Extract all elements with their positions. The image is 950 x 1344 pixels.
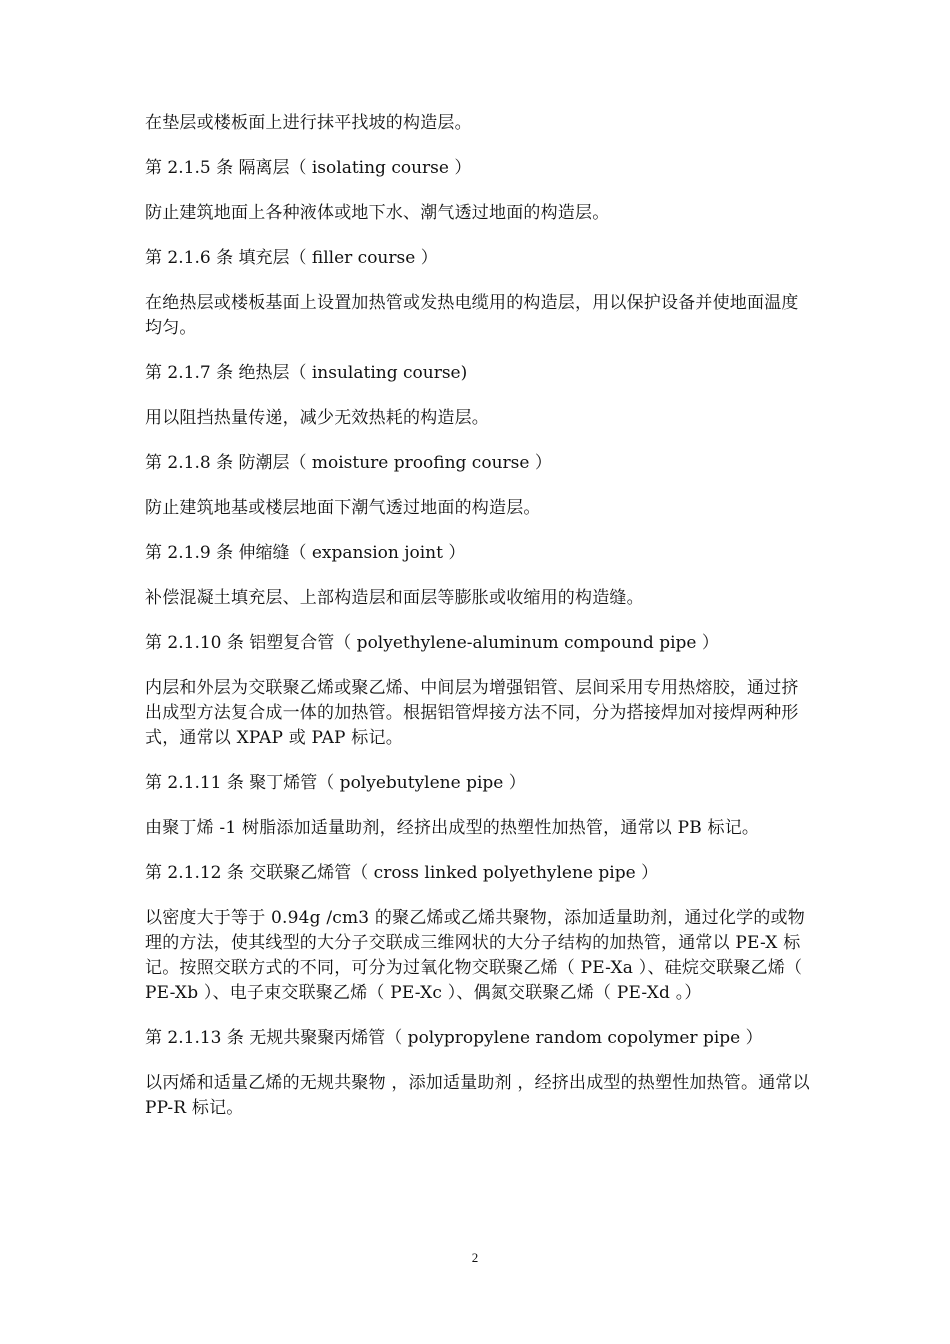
document-body: [145, 111, 810, 1141]
paragraph-pp-r-desc: 以丙烯和适量乙烯的无规共聚物 ，添加适量助剂 ，经挤出成型的热塑性加热管。通常以 PP-R 标记。: [145, 1073, 810, 1118]
clause-heading-2-1-11: 第 2.1.11 条 聚丁烯管（ polyebutylene pipe ）: [145, 773, 526, 793]
paragraph-expansion-joint-desc: 补偿混凝土填充层、上部构造层和面层等膨胀或收缩用的构造缝。: [145, 588, 644, 608]
paragraph-isolating-course-desc: 防止建筑地面上各种液体或地下水、潮气透过地面的构造层。: [145, 203, 610, 223]
clause-heading-2-1-13: 第 2.1.13 条 无规共聚聚丙烯管（ polypropylene random copolymer pipe ）: [145, 1028, 763, 1048]
clause-heading-2-1-6: 第 2.1.6 条 填充层（ filler course ）: [145, 248, 438, 268]
page-number: 2: [471, 1250, 479, 1265]
paragraph-moisture-proofing-desc: 防止建筑地基或楼层地面下潮气透过地面的构造层。: [145, 498, 541, 518]
clause-heading-2-1-8: 第 2.1.8 条 防潮层（ moisture proofing course ）: [145, 453, 552, 473]
paragraph-leveling-layer-desc: 在垫层或楼板面上进行抹平找坡的构造层。: [145, 113, 472, 133]
clause-heading-2-1-7: 第 2.1.7 条 绝热层（ insulating course): [145, 363, 468, 383]
clause-heading-2-1-10: 第 2.1.10 条 铝塑复合管（ polyethylene-aluminum compound pipe ）: [145, 633, 719, 653]
clause-heading-2-1-5: 第 2.1.5 条 隔离层（ isolating course ）: [145, 158, 472, 178]
paragraph-pe-x-desc: 以密度大于等于 0.94g /cm3 的聚乙烯或乙烯共聚物，添加适量助剂，通过化学的或物理的方法，使其线型的大分子交联成三维网状的大分子结构的加热管，通常以 PE-X 标记。按照交联方式的不同，可分为过氧化物交联聚乙烯（ PE-Xa ）、硅烷交联聚乙烯（ PE-Xb ）、电子束交联聚乙烯（ PE-Xc ）、偶氮交联聚乙烯（ PE-Xd 。）: [145, 908, 805, 1003]
paragraph-xpap-desc: 内层和外层为交联聚乙烯或聚乙烯、中间层为增强铝管、层间采用专用热熔胶，通过挤出成型方法复合成一体的加热管。根据铝管焊接方法不同，分为搭接焊加对接焊两种形式，通常以 XPAP 或 PAP 标记。: [145, 678, 799, 748]
clause-heading-2-1-9: 第 2.1.9 条 伸缩缝（ expansion joint ）: [145, 543, 466, 563]
paragraph-filler-course-desc: 在绝热层或楼板基面上设置加热管或发热电缆用的构造层，用以保护设备并使地面温度均匀。: [145, 293, 799, 338]
paragraph-insulating-course-desc: 用以阻挡热量传递，减少无效热耗的构造层。: [145, 408, 489, 428]
clause-heading-2-1-12: 第 2.1.12 条 交联聚乙烯管（ cross linked polyethylene pipe ）: [145, 863, 659, 883]
paragraph-pb-desc: 由聚丁烯 -1 树脂添加适量助剂，经挤出成型的热塑性加热管，通常以 PB 标记。: [145, 818, 760, 838]
